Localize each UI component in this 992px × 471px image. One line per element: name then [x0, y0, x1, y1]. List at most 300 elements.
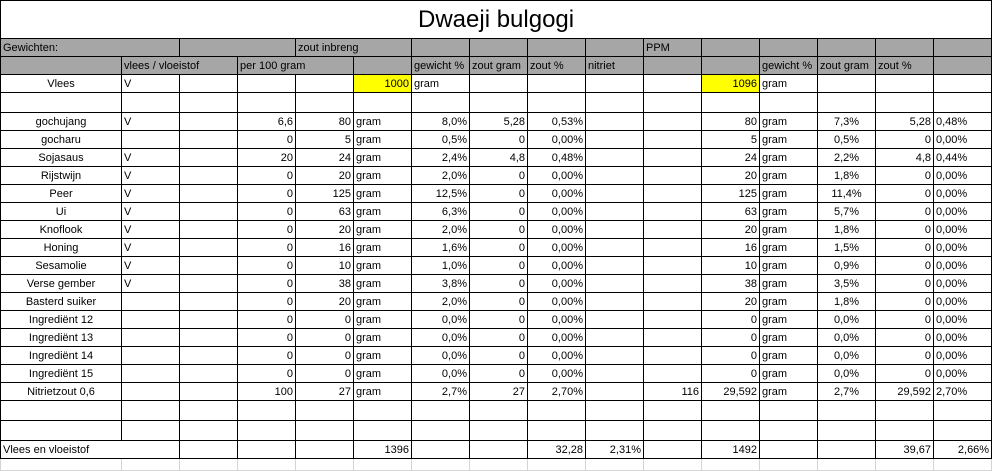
- ppm-gewicht-pct-cell[interactable]: 2,7%: [818, 383, 876, 401]
- vlees-flag-cell[interactable]: V: [122, 75, 180, 93]
- gewicht-pct-cell[interactable]: 1,6%: [412, 239, 470, 257]
- zout-gram-cell[interactable]: 0: [470, 257, 528, 275]
- ppm-zout-gram-cell[interactable]: 0: [876, 257, 934, 275]
- zout-inbreng-cell[interactable]: 0: [238, 293, 296, 311]
- ppm-unit-cell[interactable]: gram: [760, 131, 818, 149]
- header-empty-cell[interactable]: [586, 39, 644, 57]
- empty-cell[interactable]: [586, 167, 644, 185]
- zout-gram-cell[interactable]: 5,28: [470, 113, 528, 131]
- empty-cell[interactable]: [586, 383, 644, 401]
- empty-cell[interactable]: [180, 75, 238, 93]
- empty-cell[interactable]: [702, 93, 760, 113]
- ingredient-name[interactable]: Nitrietzout 0,6: [1, 383, 122, 401]
- ingredient-flag[interactable]: V: [122, 239, 180, 257]
- zout-inbreng-cell[interactable]: 0: [238, 239, 296, 257]
- empty-cell[interactable]: [470, 75, 528, 93]
- empty-cell[interactable]: [180, 93, 238, 113]
- zout-pct-cell[interactable]: 0,00%: [528, 167, 586, 185]
- ppm-weight-cell[interactable]: 10: [702, 257, 760, 275]
- header-empty-cell[interactable]: [934, 39, 992, 57]
- zout-gram-cell[interactable]: 0: [470, 239, 528, 257]
- gewicht-pct-cell[interactable]: 3,8%: [412, 275, 470, 293]
- empty-cell[interactable]: [180, 311, 238, 329]
- empty-cell[interactable]: [644, 75, 702, 93]
- empty-cell[interactable]: [644, 421, 702, 441]
- empty-cell[interactable]: [586, 239, 644, 257]
- empty-cell[interactable]: [296, 401, 354, 421]
- empty-cell[interactable]: [586, 113, 644, 131]
- empty-cell[interactable]: [760, 421, 818, 441]
- ppm-gewicht-pct-cell[interactable]: 3,5%: [818, 275, 876, 293]
- ppm-gewicht-pct-cell[interactable]: 1,5%: [818, 239, 876, 257]
- empty-cell[interactable]: [934, 401, 992, 421]
- empty-cell[interactable]: [586, 365, 644, 383]
- ppm-zout-gram-cell[interactable]: 4,8: [876, 149, 934, 167]
- ppm-unit-cell[interactable]: gram: [760, 329, 818, 347]
- nitriet-cell[interactable]: [644, 185, 702, 203]
- empty-cell[interactable]: [470, 401, 528, 421]
- empty-cell[interactable]: [586, 311, 644, 329]
- ingredient-flag[interactable]: V: [122, 167, 180, 185]
- zout-gram-cell[interactable]: 0: [470, 167, 528, 185]
- per-100-gram-cell[interactable]: 10: [296, 257, 354, 275]
- ppm-gewicht-pct-cell[interactable]: 5,7%: [818, 203, 876, 221]
- ppm-unit-cell[interactable]: gram: [760, 257, 818, 275]
- empty-cell[interactable]: [528, 401, 586, 421]
- zout-gram-cell[interactable]: 0: [470, 311, 528, 329]
- ingredient-name[interactable]: Ingrediënt 12: [1, 311, 122, 329]
- gewicht-pct-cell[interactable]: 2,0%: [412, 221, 470, 239]
- zout-pct-cell[interactable]: 0,53%: [528, 113, 586, 131]
- ppm-zout-gram-cell[interactable]: 0: [876, 293, 934, 311]
- per-100-gram-cell[interactable]: 5: [296, 131, 354, 149]
- per-100-gram-cell[interactable]: 20: [296, 293, 354, 311]
- zout-inbreng-cell[interactable]: 0: [238, 131, 296, 149]
- ingredient-name[interactable]: Ingrediënt 15: [1, 365, 122, 383]
- empty-cell[interactable]: [180, 239, 238, 257]
- per-100-gram-cell[interactable]: 0: [296, 365, 354, 383]
- ppm-zout-pct-cell[interactable]: 0,48%: [934, 113, 992, 131]
- header-empty-cell[interactable]: [702, 39, 760, 57]
- ppm-unit-cell[interactable]: gram: [760, 365, 818, 383]
- ingredient-flag[interactable]: [122, 293, 180, 311]
- empty-cell[interactable]: [296, 459, 354, 471]
- empty-cell[interactable]: [354, 401, 412, 421]
- unit-cell[interactable]: gram: [354, 275, 412, 293]
- header-empty-cell[interactable]: [876, 39, 934, 57]
- sheet-title[interactable]: Dwaeji bulgogi: [1, 1, 992, 39]
- ingredient-flag[interactable]: [122, 383, 180, 401]
- empty-cell[interactable]: [586, 185, 644, 203]
- empty-cell[interactable]: [122, 93, 180, 113]
- nitriet-cell[interactable]: [644, 275, 702, 293]
- unit-cell[interactable]: gram: [354, 221, 412, 239]
- empty-cell[interactable]: [876, 421, 934, 441]
- empty-cell[interactable]: [354, 93, 412, 113]
- ppm-zout-pct-cell[interactable]: 0,00%: [934, 239, 992, 257]
- empty-cell[interactable]: [586, 421, 644, 441]
- total-zout-pct-ppm[interactable]: 2,66%: [934, 441, 992, 459]
- ppm-weight-cell[interactable]: 16: [702, 239, 760, 257]
- ingredient-name[interactable]: Peer: [1, 185, 122, 203]
- ppm-zout-gram-cell[interactable]: 0: [876, 221, 934, 239]
- ppm-gewicht-pct-cell[interactable]: 0,0%: [818, 329, 876, 347]
- empty-cell[interactable]: [644, 93, 702, 113]
- ppm-unit-cell[interactable]: gram: [760, 275, 818, 293]
- per-100-gram-cell[interactable]: 27: [296, 383, 354, 401]
- empty-cell[interactable]: [296, 93, 354, 113]
- empty-cell[interactable]: [180, 347, 238, 365]
- empty-cell[interactable]: [180, 203, 238, 221]
- empty-cell[interactable]: [760, 441, 818, 459]
- empty-cell[interactable]: [586, 401, 644, 421]
- unit-cell[interactable]: gram: [354, 149, 412, 167]
- ppm-unit-cell[interactable]: gram: [760, 383, 818, 401]
- empty-cell[interactable]: [180, 293, 238, 311]
- empty-cell[interactable]: [760, 93, 818, 113]
- ppm-weight-cell[interactable]: 0: [702, 365, 760, 383]
- ppm-unit-cell[interactable]: gram: [760, 347, 818, 365]
- empty-cell[interactable]: [818, 441, 876, 459]
- empty-cell[interactable]: [470, 441, 528, 459]
- empty-cell[interactable]: [876, 75, 934, 93]
- header-nitriet[interactable]: nitriet: [586, 57, 644, 75]
- ppm-gewicht-pct-cell[interactable]: 0,5%: [818, 131, 876, 149]
- per-100-gram-cell[interactable]: 63: [296, 203, 354, 221]
- ppm-zout-gram-cell[interactable]: 0: [876, 347, 934, 365]
- nitriet-cell[interactable]: [644, 221, 702, 239]
- empty-cell[interactable]: [702, 401, 760, 421]
- empty-cell[interactable]: [760, 459, 818, 471]
- empty-cell[interactable]: [1, 401, 122, 421]
- ppm-zout-gram-cell[interactable]: 0: [876, 365, 934, 383]
- zout-inbreng-cell[interactable]: 0: [238, 365, 296, 383]
- ppm-unit-cell[interactable]: gram: [760, 167, 818, 185]
- nitriet-cell[interactable]: [644, 293, 702, 311]
- empty-cell[interactable]: [180, 459, 238, 471]
- empty-cell[interactable]: [586, 329, 644, 347]
- empty-cell[interactable]: [412, 93, 470, 113]
- empty-cell[interactable]: [238, 401, 296, 421]
- zout-gram-cell[interactable]: 0: [470, 293, 528, 311]
- empty-cell[interactable]: [180, 113, 238, 131]
- header-zout-inbreng[interactable]: zout inbreng: [296, 39, 412, 57]
- ppm-weight-cell[interactable]: 20: [702, 221, 760, 239]
- zout-gram-cell[interactable]: 0: [470, 275, 528, 293]
- ingredient-name[interactable]: Knoflook: [1, 221, 122, 239]
- zout-gram-cell[interactable]: 0: [470, 131, 528, 149]
- header-empty-cell[interactable]: [528, 39, 586, 57]
- empty-cell[interactable]: [238, 421, 296, 441]
- ppm-weight-cell[interactable]: 20: [702, 293, 760, 311]
- ppm-gewicht-pct-cell[interactable]: 1,8%: [818, 167, 876, 185]
- ppm-zout-pct-cell[interactable]: 2,70%: [934, 383, 992, 401]
- ingredient-flag[interactable]: [122, 329, 180, 347]
- ppm-weight-cell[interactable]: 125: [702, 185, 760, 203]
- ppm-gewicht-pct-cell[interactable]: 1,8%: [818, 221, 876, 239]
- zout-gram-cell[interactable]: 0: [470, 185, 528, 203]
- empty-cell[interactable]: [934, 421, 992, 441]
- vlees-weight-input[interactable]: 1000: [354, 75, 412, 93]
- zout-gram-cell[interactable]: 0: [470, 347, 528, 365]
- ppm-zout-gram-cell[interactable]: 0: [876, 131, 934, 149]
- ppm-weight-cell[interactable]: 20: [702, 167, 760, 185]
- ppm-zout-pct-cell[interactable]: 0,00%: [934, 257, 992, 275]
- header-empty-cell[interactable]: [818, 39, 876, 57]
- ingredient-name[interactable]: Sojasaus: [1, 149, 122, 167]
- zout-gram-cell[interactable]: 0: [470, 221, 528, 239]
- header-empty-cell[interactable]: [934, 57, 992, 75]
- ppm-zout-pct-cell[interactable]: 0,00%: [934, 221, 992, 239]
- empty-cell[interactable]: [586, 293, 644, 311]
- empty-cell[interactable]: [180, 383, 238, 401]
- unit-cell[interactable]: gram: [354, 293, 412, 311]
- per-100-gram-cell[interactable]: 0: [296, 329, 354, 347]
- ingredient-flag[interactable]: [122, 131, 180, 149]
- empty-cell[interactable]: [296, 441, 354, 459]
- ppm-unit-cell[interactable]: gram: [760, 311, 818, 329]
- per-100-gram-cell[interactable]: 20: [296, 167, 354, 185]
- ppm-gewicht-pct-cell[interactable]: 0,0%: [818, 311, 876, 329]
- zout-pct-cell[interactable]: 2,70%: [528, 383, 586, 401]
- empty-cell[interactable]: [818, 459, 876, 471]
- zout-inbreng-cell[interactable]: 0: [238, 203, 296, 221]
- per-100-gram-cell[interactable]: 16: [296, 239, 354, 257]
- header-empty-cell[interactable]: [412, 39, 470, 57]
- empty-cell[interactable]: [354, 421, 412, 441]
- empty-cell[interactable]: [412, 441, 470, 459]
- unit-cell[interactable]: gram: [354, 365, 412, 383]
- empty-cell[interactable]: [412, 459, 470, 471]
- nitriet-cell[interactable]: [644, 239, 702, 257]
- ppm-zout-pct-cell[interactable]: 0,00%: [934, 365, 992, 383]
- empty-cell[interactable]: [876, 93, 934, 113]
- ppm-weight-cell[interactable]: 0: [702, 329, 760, 347]
- ingredient-flag[interactable]: V: [122, 185, 180, 203]
- zout-inbreng-cell[interactable]: 100: [238, 383, 296, 401]
- empty-cell[interactable]: [528, 421, 586, 441]
- empty-cell[interactable]: [818, 401, 876, 421]
- ppm-zout-gram-cell[interactable]: 29,592: [876, 383, 934, 401]
- header-zout-gram-2[interactable]: zout gram: [818, 57, 876, 75]
- nitriet-cell[interactable]: [644, 329, 702, 347]
- zout-pct-cell[interactable]: 0,00%: [528, 365, 586, 383]
- ingredient-name[interactable]: Verse gember: [1, 275, 122, 293]
- empty-cell[interactable]: [586, 275, 644, 293]
- ppm-zout-pct-cell[interactable]: 0,00%: [934, 275, 992, 293]
- empty-cell[interactable]: [586, 347, 644, 365]
- ppm-zout-pct-cell[interactable]: 0,44%: [934, 149, 992, 167]
- gewicht-pct-cell[interactable]: 6,3%: [412, 203, 470, 221]
- ingredient-name[interactable]: Honing: [1, 239, 122, 257]
- empty-cell[interactable]: [180, 221, 238, 239]
- empty-cell[interactable]: [528, 75, 586, 93]
- empty-cell[interactable]: [528, 93, 586, 113]
- empty-cell[interactable]: [180, 275, 238, 293]
- gewicht-pct-cell[interactable]: 8,0%: [412, 113, 470, 131]
- empty-cell[interactable]: [180, 401, 238, 421]
- empty-cell[interactable]: [934, 75, 992, 93]
- ppm-zout-gram-cell[interactable]: 0: [876, 203, 934, 221]
- empty-cell[interactable]: [586, 131, 644, 149]
- unit-cell[interactable]: gram: [354, 347, 412, 365]
- nitriet-cell[interactable]: [644, 131, 702, 149]
- empty-cell[interactable]: [702, 459, 760, 471]
- unit-cell[interactable]: gram: [354, 383, 412, 401]
- ingredient-flag[interactable]: [122, 347, 180, 365]
- ingredient-name[interactable]: Ui: [1, 203, 122, 221]
- unit-cell[interactable]: gram: [354, 113, 412, 131]
- ppm-unit-cell[interactable]: gram: [760, 221, 818, 239]
- gewicht-pct-cell[interactable]: 2,7%: [412, 383, 470, 401]
- empty-cell[interactable]: [122, 459, 180, 471]
- ppm-zout-pct-cell[interactable]: 0,00%: [934, 185, 992, 203]
- gewicht-pct-cell[interactable]: 2,0%: [412, 167, 470, 185]
- unit-cell[interactable]: gram: [354, 311, 412, 329]
- header-empty-cell[interactable]: [180, 39, 296, 57]
- total-zout-pct[interactable]: 2,31%: [586, 441, 644, 459]
- nitriet-cell[interactable]: [644, 365, 702, 383]
- per-100-gram-cell[interactable]: 20: [296, 221, 354, 239]
- total-zout-gram-ppm[interactable]: 39,67: [876, 441, 934, 459]
- gewicht-pct-cell[interactable]: 2,4%: [412, 149, 470, 167]
- zout-inbreng-cell[interactable]: 0: [238, 311, 296, 329]
- header-zout-pct-2[interactable]: zout %: [876, 57, 934, 75]
- nitriet-cell[interactable]: [644, 149, 702, 167]
- empty-cell[interactable]: [586, 257, 644, 275]
- zout-gram-cell[interactable]: 0: [470, 365, 528, 383]
- zout-inbreng-cell[interactable]: 0: [238, 275, 296, 293]
- ppm-zout-pct-cell[interactable]: 0,00%: [934, 203, 992, 221]
- empty-cell[interactable]: [934, 459, 992, 471]
- ppm-zout-pct-cell[interactable]: 0,00%: [934, 329, 992, 347]
- ppm-unit-cell[interactable]: gram: [760, 149, 818, 167]
- header-vlees-vloeistof[interactable]: vlees / vloeistof: [122, 57, 238, 75]
- ppm-weight-cell[interactable]: 29,592: [702, 383, 760, 401]
- gewicht-pct-cell[interactable]: 12,5%: [412, 185, 470, 203]
- empty-cell[interactable]: [644, 401, 702, 421]
- ingredient-name[interactable]: gocharu: [1, 131, 122, 149]
- ppm-unit-cell[interactable]: gram: [760, 293, 818, 311]
- nitriet-cell[interactable]: [644, 113, 702, 131]
- gewicht-pct-cell[interactable]: 0,0%: [412, 311, 470, 329]
- empty-cell[interactable]: [238, 459, 296, 471]
- empty-cell[interactable]: [412, 421, 470, 441]
- ppm-zout-gram-cell[interactable]: 0: [876, 311, 934, 329]
- ppm-weight-cell[interactable]: 24: [702, 149, 760, 167]
- gewicht-pct-cell[interactable]: 0,0%: [412, 365, 470, 383]
- ppm-zout-gram-cell[interactable]: 0: [876, 167, 934, 185]
- empty-cell[interactable]: [1, 93, 122, 113]
- empty-cell[interactable]: [180, 149, 238, 167]
- zout-pct-cell[interactable]: 0,00%: [528, 293, 586, 311]
- total-zout-gram[interactable]: 32,28: [528, 441, 586, 459]
- ppm-zout-pct-cell[interactable]: 0,00%: [934, 311, 992, 329]
- ppm-gewicht-pct-cell[interactable]: 7,3%: [818, 113, 876, 131]
- empty-cell[interactable]: [644, 441, 702, 459]
- per-100-gram-cell[interactable]: 0: [296, 311, 354, 329]
- gewicht-pct-cell[interactable]: 0,0%: [412, 347, 470, 365]
- nitriet-cell[interactable]: [644, 203, 702, 221]
- header-empty-cell[interactable]: [1, 57, 122, 75]
- per-100-gram-cell[interactable]: 24: [296, 149, 354, 167]
- empty-cell[interactable]: [818, 421, 876, 441]
- per-100-gram-cell[interactable]: 38: [296, 275, 354, 293]
- header-empty-cell[interactable]: [470, 39, 528, 57]
- zout-pct-cell[interactable]: 0,00%: [528, 221, 586, 239]
- ppm-weight-cell[interactable]: 0: [702, 347, 760, 365]
- header-empty-cell[interactable]: [644, 57, 702, 75]
- total-weight-ppm[interactable]: 1492: [702, 441, 760, 459]
- zout-gram-cell[interactable]: 0: [470, 329, 528, 347]
- gewicht-pct-cell[interactable]: 1,0%: [412, 257, 470, 275]
- empty-cell[interactable]: [702, 421, 760, 441]
- header-zout-pct[interactable]: zout %: [528, 57, 586, 75]
- empty-cell[interactable]: [470, 93, 528, 113]
- zout-gram-cell[interactable]: 0: [470, 203, 528, 221]
- ppm-weight-cell[interactable]: 5: [702, 131, 760, 149]
- zout-pct-cell[interactable]: 0,00%: [528, 185, 586, 203]
- ppm-weight-cell[interactable]: 38: [702, 275, 760, 293]
- ppm-gewicht-pct-cell[interactable]: 1,8%: [818, 293, 876, 311]
- ingredient-flag[interactable]: V: [122, 113, 180, 131]
- empty-cell[interactable]: [818, 93, 876, 113]
- header-empty-cell[interactable]: [760, 39, 818, 57]
- zout-pct-cell[interactable]: 0,00%: [528, 311, 586, 329]
- unit-cell[interactable]: gram: [354, 329, 412, 347]
- ingredient-flag[interactable]: V: [122, 275, 180, 293]
- empty-cell[interactable]: [180, 131, 238, 149]
- zout-gram-cell[interactable]: 27: [470, 383, 528, 401]
- header-gewicht-pct-2[interactable]: gewicht %: [760, 57, 818, 75]
- ingredient-flag[interactable]: V: [122, 149, 180, 167]
- gewicht-pct-cell[interactable]: 0,0%: [412, 329, 470, 347]
- empty-cell[interactable]: [122, 401, 180, 421]
- ingredient-flag[interactable]: [122, 311, 180, 329]
- zout-pct-cell[interactable]: 0,00%: [528, 131, 586, 149]
- empty-cell[interactable]: [122, 421, 180, 441]
- zout-inbreng-cell[interactable]: 0: [238, 257, 296, 275]
- total-weight[interactable]: 1396: [354, 441, 412, 459]
- ppm-zout-pct-cell[interactable]: 0,00%: [934, 347, 992, 365]
- zout-pct-cell[interactable]: 0,00%: [528, 275, 586, 293]
- empty-cell[interactable]: [470, 459, 528, 471]
- ppm-unit-cell[interactable]: gram: [760, 239, 818, 257]
- gewicht-pct-cell[interactable]: 0,5%: [412, 131, 470, 149]
- ppm-unit-cell[interactable]: gram: [760, 113, 818, 131]
- ppm-zout-gram-cell[interactable]: 0: [876, 185, 934, 203]
- vlees-unit-ppm-cell[interactable]: gram: [760, 75, 818, 93]
- ppm-gewicht-pct-cell[interactable]: 11,4%: [818, 185, 876, 203]
- zout-inbreng-cell[interactable]: 0: [238, 347, 296, 365]
- ppm-zout-gram-cell[interactable]: 5,28: [876, 113, 934, 131]
- empty-cell[interactable]: [180, 185, 238, 203]
- empty-cell[interactable]: [412, 401, 470, 421]
- unit-cell[interactable]: gram: [354, 203, 412, 221]
- empty-cell[interactable]: [586, 203, 644, 221]
- per-100-gram-cell[interactable]: 80: [296, 113, 354, 131]
- ppm-unit-cell[interactable]: gram: [760, 185, 818, 203]
- ingredient-flag[interactable]: V: [122, 257, 180, 275]
- gewicht-pct-cell[interactable]: 2,0%: [412, 293, 470, 311]
- ppm-gewicht-pct-cell[interactable]: 0,0%: [818, 347, 876, 365]
- ingredient-name[interactable]: Ingrediënt 14: [1, 347, 122, 365]
- header-ppm[interactable]: PPM: [644, 39, 702, 57]
- empty-cell[interactable]: [586, 75, 644, 93]
- ppm-gewicht-pct-cell[interactable]: 0,0%: [818, 365, 876, 383]
- empty-cell[interactable]: [760, 401, 818, 421]
- zout-pct-cell[interactable]: 0,00%: [528, 203, 586, 221]
